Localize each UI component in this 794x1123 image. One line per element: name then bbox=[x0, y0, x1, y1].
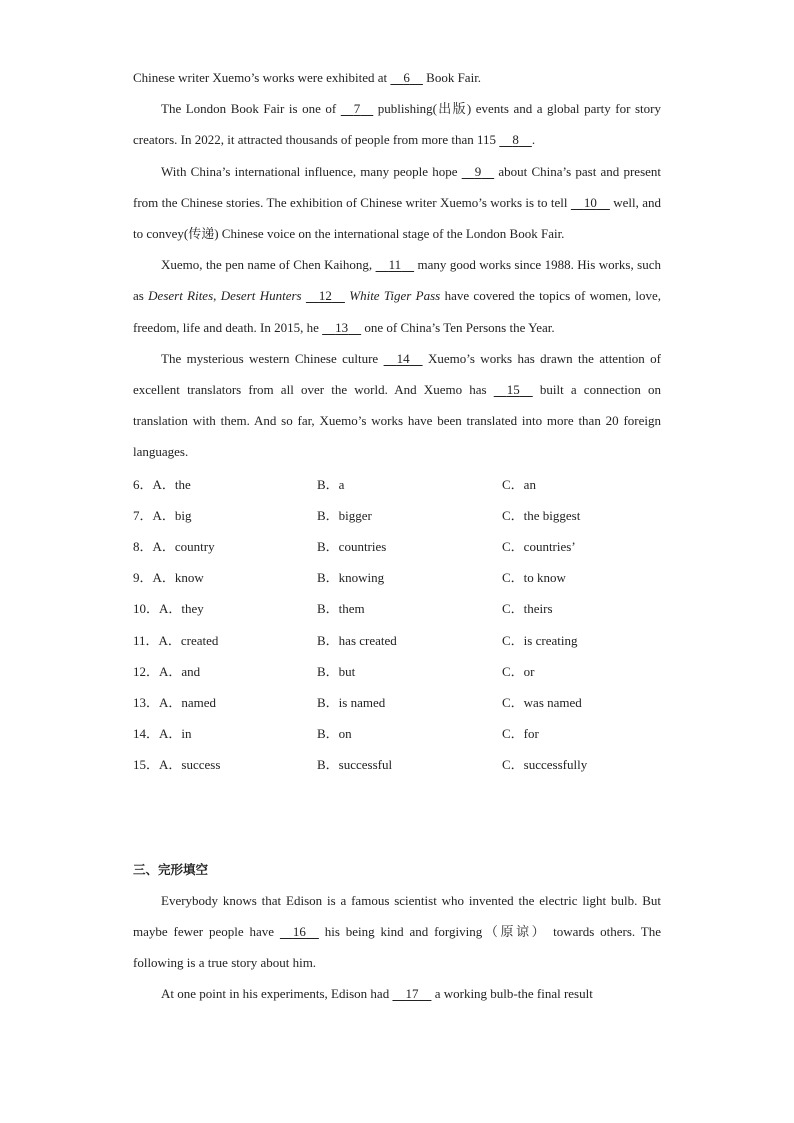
text: one of China’s Ten Persons the Year. bbox=[364, 319, 555, 335]
section-title: 三、完形填空 bbox=[133, 861, 209, 877]
option-a: 12．A．and bbox=[133, 663, 201, 679]
option-b: B．is named bbox=[317, 695, 386, 711]
text: . bbox=[531, 132, 536, 148]
text: a working bulb-the final result bbox=[434, 986, 593, 1002]
option-c: C．successfully bbox=[502, 757, 588, 773]
option-c: C．to know bbox=[502, 570, 566, 586]
blank-14: 14 bbox=[396, 350, 410, 366]
passage-paragraph-2 bbox=[133, 156, 661, 250]
blank-13: 13 bbox=[335, 319, 349, 335]
blank-9: 9 bbox=[474, 163, 482, 179]
passage-paragraph-1 bbox=[133, 93, 661, 155]
section3-paragraph-1 bbox=[133, 885, 661, 979]
passage-paragraph-0 bbox=[133, 62, 661, 93]
text: Xuemo, the pen name of Chen Kaihong, bbox=[161, 257, 373, 273]
blank-10: 10 bbox=[583, 194, 597, 210]
option-row bbox=[133, 655, 661, 686]
text: Book Fair. bbox=[426, 70, 482, 85]
option-row bbox=[133, 530, 661, 561]
option-a: 7．A．big bbox=[133, 507, 192, 523]
section3-paragraph-2 bbox=[133, 978, 661, 1009]
option-a: 13．A．named bbox=[133, 695, 217, 711]
text: his being kind and forgiving（原谅） towards others. The following is a true story about him. bbox=[133, 923, 661, 970]
option-a: 15．A．success bbox=[133, 757, 221, 773]
text: Xuemo’s works has drawn the attention of excellent translators from all over the world. And Xuemo has bbox=[133, 350, 662, 398]
option-c: C．the biggest bbox=[502, 507, 581, 523]
option-b: B．has created bbox=[317, 632, 397, 648]
option-a: 10．A．they bbox=[133, 601, 204, 617]
book-title: Desert Rites bbox=[148, 288, 214, 304]
options-list bbox=[133, 468, 661, 780]
text: many good works since 1988. His works, such as bbox=[133, 257, 661, 304]
book-title: White Tiger Pass bbox=[349, 288, 441, 304]
text: Everybody knows that Edison is a famous scientist who invented the electric light bulb. But maybe fewer people have bbox=[133, 892, 661, 939]
option-b: B．on bbox=[317, 726, 352, 742]
option-c: C．countries’ bbox=[502, 539, 576, 555]
blank-15: 15 bbox=[506, 382, 520, 398]
text: well, and to convey(传递) Chinese voice on the international stage of the London Book Fair. bbox=[133, 194, 662, 242]
option-c: C．theirs bbox=[502, 601, 553, 617]
option-row bbox=[133, 686, 661, 717]
book-title: Desert Hunters bbox=[220, 288, 302, 304]
blank-7: 7 bbox=[353, 101, 361, 117]
option-b: B．a bbox=[317, 476, 345, 492]
text: With China’s international influence, many people hope bbox=[161, 163, 458, 179]
text: Chinese writer Xuemo’s works were exhibited at bbox=[133, 70, 388, 85]
text: built a connection on translation with them. And so far, Xuemo’s works have been translated into more than 20 foreign languages. bbox=[133, 382, 661, 460]
option-b: B．knowing bbox=[317, 570, 385, 586]
text: At one point in his experiments, Edison had bbox=[161, 986, 390, 1002]
document-page bbox=[133, 62, 661, 1009]
option-a: 6．A．the bbox=[133, 476, 191, 492]
passage-paragraph-3 bbox=[133, 249, 661, 343]
option-a: 9．A．know bbox=[133, 570, 204, 586]
blank-16: 16 bbox=[292, 923, 306, 939]
option-row bbox=[133, 561, 661, 592]
option-c: C．or bbox=[502, 663, 535, 679]
option-b: B．countries bbox=[317, 539, 387, 555]
blank-11: 11 bbox=[388, 257, 402, 273]
text: about China’s past and present from the Chinese stories. The exhibition of Chinese writer Xuemo’s works is to tell bbox=[133, 163, 662, 210]
text: The London Book Fair is one of bbox=[161, 101, 337, 117]
text: publishing(出版) events and a global party for story creators. In 2022, it attracted thousands of people from more than 115 bbox=[133, 101, 661, 148]
option-row bbox=[133, 499, 661, 530]
blank-8: 8 bbox=[512, 132, 519, 148]
option-b: B．bigger bbox=[317, 507, 372, 523]
option-row bbox=[133, 592, 661, 623]
option-c: C．for bbox=[502, 726, 539, 742]
text: The mysterious western Chinese culture bbox=[161, 350, 379, 366]
option-a: 11．A．created bbox=[133, 632, 219, 648]
option-row bbox=[133, 717, 661, 748]
option-a: 14．A．in bbox=[133, 726, 192, 742]
option-b: B．successful bbox=[317, 757, 393, 773]
blank-17: 17 bbox=[405, 986, 419, 1002]
option-c: C．was named bbox=[502, 695, 582, 711]
option-row bbox=[133, 748, 661, 779]
blank-12: 12 bbox=[318, 288, 332, 304]
passage-paragraph-4 bbox=[133, 343, 661, 468]
text: , bbox=[213, 288, 217, 304]
option-a: 8．A．country bbox=[133, 539, 215, 555]
option-b: B．them bbox=[317, 601, 365, 617]
option-row bbox=[133, 468, 661, 499]
text: have covered the topics of women, love, freedom, life and death. In 2015, he bbox=[133, 288, 662, 335]
option-b: B．but bbox=[317, 663, 356, 679]
option-c: C．is creating bbox=[502, 632, 578, 648]
blank-6: 6 bbox=[403, 70, 410, 85]
option-row bbox=[133, 624, 661, 655]
option-c: C．an bbox=[502, 476, 536, 492]
